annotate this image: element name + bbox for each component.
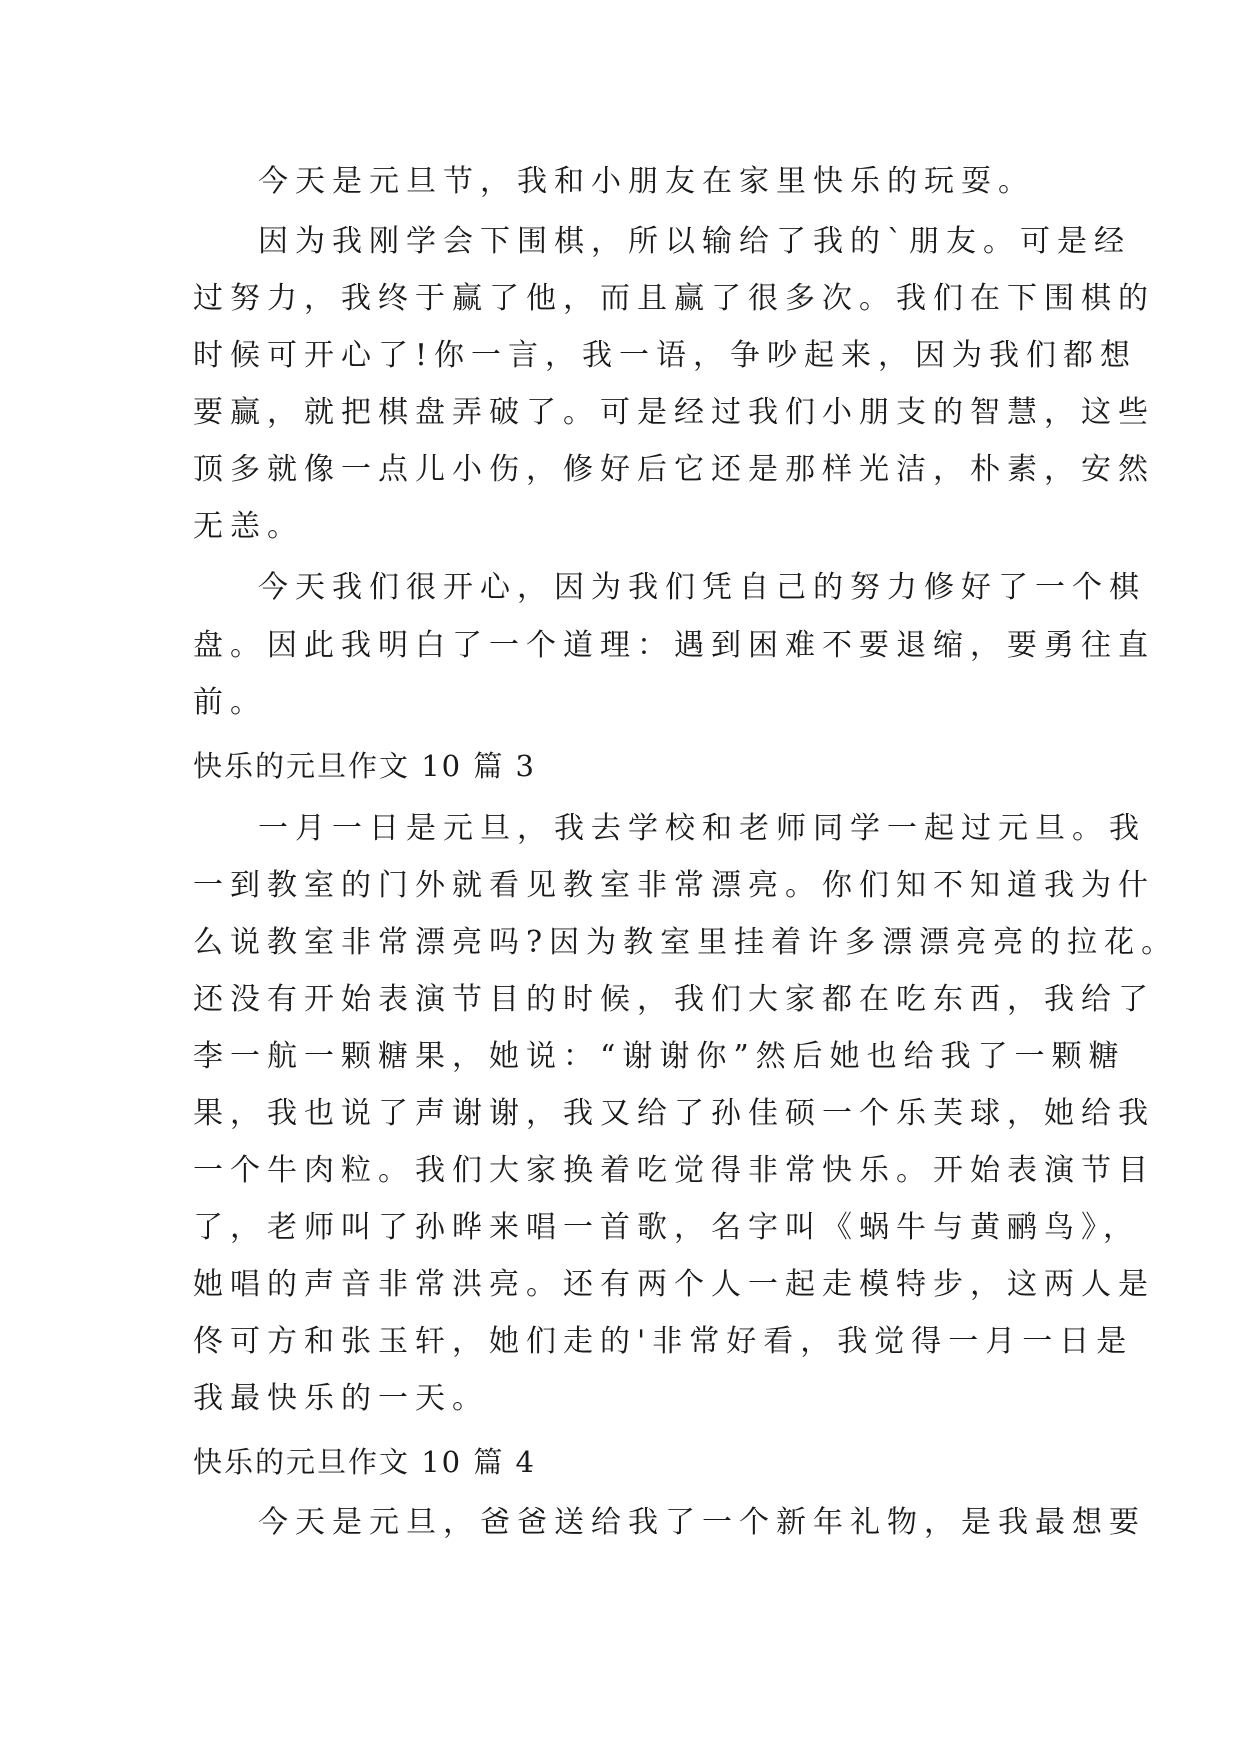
paragraph-line: 我最快乐的一天。 xyxy=(193,1381,489,1416)
paragraph-line: 无恙。 xyxy=(193,509,304,544)
paragraph-line: 一月一日是元旦，我去学校和老师同学一起过元旦。我 xyxy=(258,811,1146,846)
paragraph-line: 么说教室非常漂亮吗?因为教室里挂着许多漂漂亮亮的拉花。 xyxy=(193,925,1179,960)
paragraph-line: 今天是元旦节，我和小朋友在家里快乐的玩耍。 xyxy=(258,164,1035,199)
paragraph-line: 顶多就像一点儿小伤，修好后它还是那样光洁，朴素，安然 xyxy=(193,452,1155,487)
paragraph-line: 一到教室的门外就看见教室非常漂亮。你们知不知道我为什 xyxy=(193,868,1155,903)
section-heading: 快乐的元旦作文 10 篇 3 xyxy=(193,749,537,783)
paragraph-line: 了，老师叫了孙晔来唱一首歌，名字叫《蜗牛与黄鹂鸟》， xyxy=(193,1210,1140,1245)
paragraph-line: 李一航一颗糖果，她说：“谢谢你”然后她也给我了一颗糖 xyxy=(193,1039,1126,1074)
paragraph-line: 时候可开心了!你一言，我一语，争吵起来，因为我们都想 xyxy=(193,338,1138,373)
paragraph-line: 还没有开始表演节目的时候，我们大家都在吃东西，我给了 xyxy=(193,982,1155,1017)
paragraph-line: 要赢，就把棋盘弄破了。可是经过我们小朋支的智慧，这些 xyxy=(193,395,1155,430)
paragraph-line: 佟可方和张玉轩，她们走的'非常好看，我觉得一月一日是 xyxy=(193,1324,1134,1359)
paragraph-line: 因为我刚学会下围棋，所以输给了我的`朋友。可是经 xyxy=(258,224,1131,259)
paragraph-line: 今天是元旦，爸爸送给我了一个新年礼物，是我最想要 xyxy=(258,1505,1146,1540)
paragraph-line: 过努力，我终于赢了他，而且赢了很多次。我们在下围棋的 xyxy=(193,281,1155,316)
section-heading: 快乐的元旦作文 10 篇 4 xyxy=(193,1445,537,1479)
paragraph-line: 前。 xyxy=(193,685,267,720)
paragraph-line: 一个牛肉粒。我们大家换着吃觉得非常快乐。开始表演节目 xyxy=(193,1153,1155,1188)
paragraph-line: 今天我们很开心，因为我们凭自己的努力修好了一个棋 xyxy=(258,570,1146,605)
paragraph-line: 盘。因此我明白了一个道理：遇到困难不要退缩，要勇往直 xyxy=(193,628,1155,663)
paragraph-line: 果，我也说了声谢谢，我又给了孙佳硕一个乐芙球，她给我 xyxy=(193,1096,1155,1131)
paragraph-line: 她唱的声音非常洪亮。还有两个人一起走模特步，这两人是 xyxy=(193,1267,1155,1302)
